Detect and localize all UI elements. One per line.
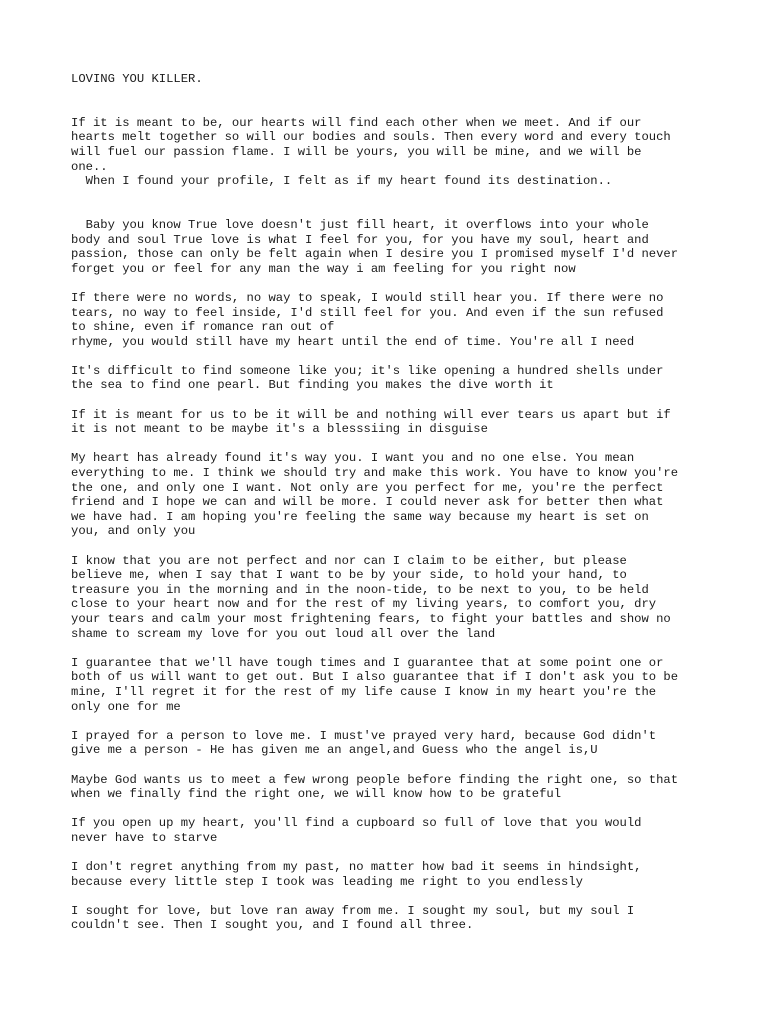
text-line: passion, those can only be felt again when I desire you I promised myself I'd never xyxy=(71,247,679,262)
text-line: we have had. I am hoping you're feeling the same way because my heart is set on xyxy=(71,509,649,524)
paragraph xyxy=(71,408,711,437)
text-line: I prayed for a person to love me. I must've prayed very hard, because God didn't xyxy=(71,728,657,743)
text-line: mine, I'll regret it for the rest of my life cause I know in my heart you're the xyxy=(71,684,657,699)
text-line: If there were no words, no way to speak, I would still hear you. If there were no xyxy=(71,290,664,305)
paragraph xyxy=(71,291,711,349)
text-line: rhyme, you would still have my heart until the end of time. You're all I need xyxy=(71,334,635,349)
text-line: will fuel our passion flame. I will be yours, you will be mine, and we will be xyxy=(71,144,642,159)
paragraph xyxy=(71,554,711,642)
text-line: the one, and only one I want. Not only are you perfect for me, you're the perfect xyxy=(71,480,664,495)
text-line: body and soul True love is what I feel for you, for you have my soul, heart and xyxy=(71,232,649,247)
text-line: your tears and calm your most frightening fears, to fight your battles and show no xyxy=(71,611,671,626)
text-line: because every little step I took was leading me right to you endlessly xyxy=(71,874,583,889)
text-line: When I found your profile, I felt as if my heart found its destination.. xyxy=(71,174,613,189)
text-line: hearts melt together so will our bodies and souls. Then every word and every touch xyxy=(71,130,671,145)
paragraph xyxy=(71,816,711,845)
paragraph xyxy=(71,860,711,889)
text-line: when we finally find the right one, we will know how to be grateful xyxy=(71,787,562,802)
text-line: tears, no way to feel inside, I'd still feel for you. And even if the sun refused xyxy=(71,305,664,320)
text-line: If it is meant for us to be it will be and nothing will ever tears us apart but if xyxy=(71,407,671,422)
paragraph xyxy=(71,904,711,933)
text-line: Maybe God wants us to meet a few wrong people before finding the right one, so that xyxy=(71,772,679,787)
document-body xyxy=(71,72,711,948)
paragraph xyxy=(71,729,711,758)
text-line: If you open up my heart, you'll find a cupboard so full of love that you would xyxy=(71,816,642,831)
text-line: one.. xyxy=(71,159,108,174)
paragraph-list xyxy=(71,116,711,933)
text-line: It's difficult to find someone like you; it's like opening a hundred shells under xyxy=(71,363,664,378)
text-line: My heart has already found it's way you. I want you and no one else. You mean xyxy=(71,451,635,466)
text-line: you, and only you xyxy=(71,524,196,539)
text-line: both of us will want to get out. But I also guarantee that if I don't ask you to be xyxy=(71,670,679,685)
paragraph xyxy=(71,773,711,802)
paragraph xyxy=(71,656,711,714)
text-line: close to your heart now and for the rest of my living years, to comfort you, dry xyxy=(71,597,657,612)
text-line: to shine, even if romance ran out of xyxy=(71,320,335,335)
text-line: friend and I hope we can and will be more. I could never ask for better then what xyxy=(71,495,664,510)
text-line: I know that you are not perfect and nor can I claim to be either, but please xyxy=(71,553,627,568)
text-line: I sought for love, but love ran away from me. I sought my soul, but my soul I xyxy=(71,903,635,918)
text-line: I guarantee that we'll have tough times and I guarantee that at some point one or xyxy=(71,655,664,670)
paragraph xyxy=(71,364,711,393)
text-line: couldn't see. Then I sought you, and I found all three. xyxy=(71,918,474,933)
text-line: it is not meant to be maybe it's a blesssiing in disguise xyxy=(71,422,488,437)
paragraph xyxy=(71,116,711,189)
document-title: LOVING YOU KILLER. xyxy=(71,72,203,86)
paragraph xyxy=(71,451,711,539)
text-line: If it is meant to be, our hearts will find each other when we meet. And if our xyxy=(71,115,642,130)
text-line: treasure you in the morning and in the noon-tide, to be next to you, to be held xyxy=(71,582,649,597)
text-line: give me a person - He has given me an angel,and Guess who the angel is,U xyxy=(71,743,598,758)
text-line: believe me, when I say that I want to be by your side, to hold your hand, to xyxy=(71,568,627,583)
text-line: the sea to find one pearl. But finding you makes the dive worth it xyxy=(71,378,554,393)
text-line: shame to scream my love for you out loud all over the land xyxy=(71,626,496,641)
text-line: Baby you know True love doesn't just fill heart, it overflows into your whole xyxy=(71,217,649,232)
text-line: I don't regret anything from my past, no matter how bad it seems in hindsight, xyxy=(71,860,642,875)
paragraph xyxy=(71,218,711,276)
text-line: never have to starve xyxy=(71,830,218,845)
text-line: forget you or feel for any man the way i am feeling for you right now xyxy=(71,261,576,276)
text-line: everything to me. I think we should try and make this work. You have to know you're xyxy=(71,466,679,481)
text-line: only one for me xyxy=(71,699,181,714)
